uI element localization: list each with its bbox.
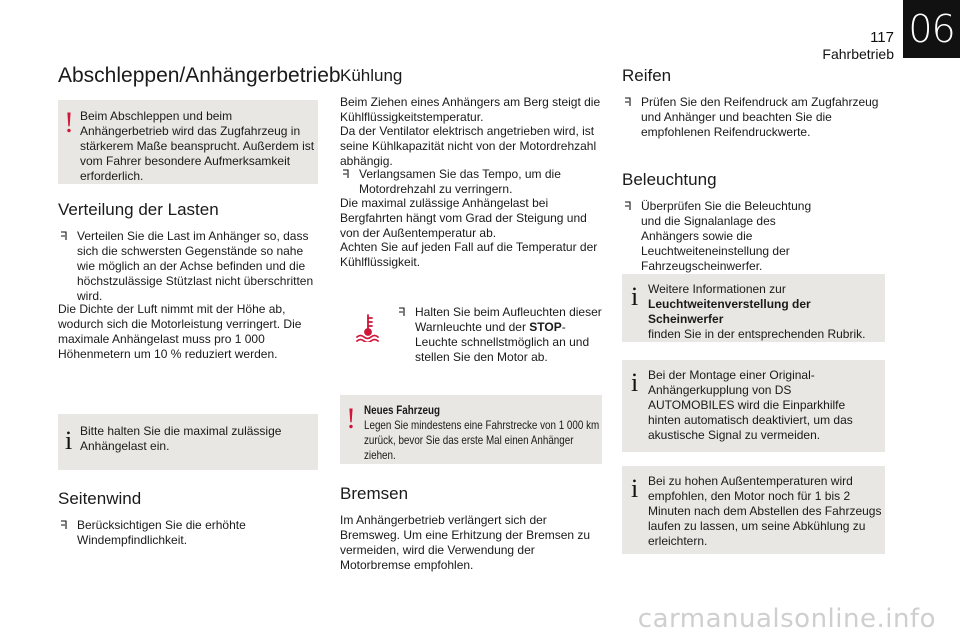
arrow-bullet-icon [398,307,406,317]
watermark: carmanualsonline.info [637,604,936,634]
lighting-bullet-text: Überprüfen Sie die Beleuchtung und die Signalanlage des Anhängers sowie die Leuchtweiteneinstellung der Fahrzeugscheinwerfer. [641,199,812,273]
crosswind-bullet-text: Berücksichtigen Sie die erhöhte Windempfindlichkeit. [77,518,246,547]
section-title-crosswind: Seitenwind [58,489,142,508]
tyres-bullet-text: Prüfen Sie den Reifendruck am Zugfahrzeug und Anhänger und beachten Sie die empfohlenen Reifendruckwerte. [641,95,879,139]
exclamation-icon: ! [64,106,74,139]
brakes-paragraph: Im Anhängerbetrieb verlängert sich der Bremsweg. Um eine Erhitzung der Bremsen zu vermeiden, wird die Verwendung der Motorbremse empfohlen. [340,513,591,572]
section-title-brakes: Bremsen [340,484,409,503]
cooling-bullet [340,167,602,197]
load-bullet [58,229,320,304]
section-title-tyres: Reifen [622,66,672,85]
lighting-bullet [622,199,832,274]
new-vehicle-warning-box [340,395,602,464]
hot-weather-info-box [622,466,885,554]
stop-warning-bullet [396,305,602,365]
intro-warning-box [58,100,318,184]
headlamp-info-bold: Leuchtweitenverstellung der Scheinwerfer [648,297,811,326]
arrow-bullet-icon [624,201,632,211]
section-title-cooling: Kühlung [340,66,403,85]
section-title-load: Verteilung der Lasten [58,200,219,219]
air-density-paragraph: Die Dichte der Luft nimmt mit der Höhe ab, wodurch sich die Motorleistung verringert. Die maximale Anhängelast muss pro 1 000 Höhenmetern um 10 % reduziert werden. [58,302,302,361]
page-number: 117 [870,29,894,46]
cooling-paragraph-1: Beim Ziehen eines Anhängers am Berg steigt die Kühlflüssigkeitstemperatur. [340,95,601,124]
max-load-info-text: Bitte halten Sie die maximal zulässige Anhängelast ein. [80,424,282,453]
stop-warning-text-post: -Leuchte schnellstmöglich an und stellen Sie den Motor ab. [415,320,590,364]
chapter-name: Fahrbetrieb [822,46,894,62]
headlamp-info-pre: Weitere Informationen zur [648,282,786,296]
load-bullet-text: Verteilen Sie die Last im Anhänger so, dass sich die schwersten Gegenstände so nahe wie möglich an der Achse befinden und die höchstzulässige Stützlast nicht überschritten wird. [77,229,314,303]
max-load-info-box [58,414,318,470]
towbar-info-box [622,360,885,452]
new-vehicle-title: Neues Fahrzeug [364,403,441,417]
headlamp-info-box [622,274,885,342]
cooling-bullet-text: Verlangsamen Sie das Tempo, um die Motordrehzahl zu verringern. [359,167,561,196]
stop-label: STOP [529,320,562,334]
crosswind-bullet [58,518,320,548]
tyres-bullet [622,95,884,140]
exclamation-icon: ! [346,402,356,435]
arrow-bullet-icon [60,520,68,530]
new-vehicle-warning-content [364,403,602,463]
info-icon: i [631,282,639,311]
info-icon: i [65,426,73,455]
cooling-paragraph-4: Achten Sie auf jeden Fall auf die Temperatur der Kühlflüssigkeit. [340,240,598,269]
new-vehicle-text: Legen Sie mindestens eine Fahrstrecke von 1 000 km zurück, bevor Sie das erste Mal einen Anhänger ziehen. [364,418,600,462]
cooling-paragraph-2: Da der Ventilator elektrisch angetrieben wird, ist seine Kühlkapazität nicht von der Motordrehzahl abhängig. [340,124,597,168]
page-title: Abschleppen/Anhängerbetrieb [58,64,341,87]
arrow-bullet-icon [342,169,350,179]
section-title-lighting: Beleuchtung [622,170,717,189]
chapter-tab: 06 [903,0,960,58]
info-icon: i [631,474,639,503]
arrow-bullet-icon [624,97,632,107]
towbar-info-text: Bei der Montage einer Original-Anhängerkupplung von DS AUTOMOBILES wird die Einparkhilfe hinten automatisch deaktiviert, um das akustische Signal zu vermeiden. [648,368,853,442]
hot-weather-info-text: Bei zu hohen Außentemperaturen wird empfohlen, den Motor noch für 1 bis 2 Minuten nach dem Abstellen des Fahrzeugs laufen zu lassen, um seine Abkühlung zu erleichtern. [648,474,882,548]
intro-warning-text: Beim Abschleppen und beim Anhängerbetrieb wird das Zugfahrzeug in stärkerem Maße beansprucht. Außerdem ist vom Fahrer besondere Aufmerksamkeit erforderlich. [80,109,315,183]
arrow-bullet-icon [60,231,68,241]
coolant-temperature-warning-icon [354,312,382,342]
headlamp-info-post: finden Sie in der entsprechenden Rubrik. [648,327,866,341]
headlamp-info-content [648,282,884,342]
info-icon: i [631,368,639,397]
stop-warning-text-pre: Halten Sie beim Aufleuchten dieser Warnleuchte und der [415,305,602,334]
cooling-paragraph-3: Die maximal zulässige Anhängelast bei Bergfahrten hängt vom Grad der Steigung und von der Außentemperatur ab. [340,196,587,240]
